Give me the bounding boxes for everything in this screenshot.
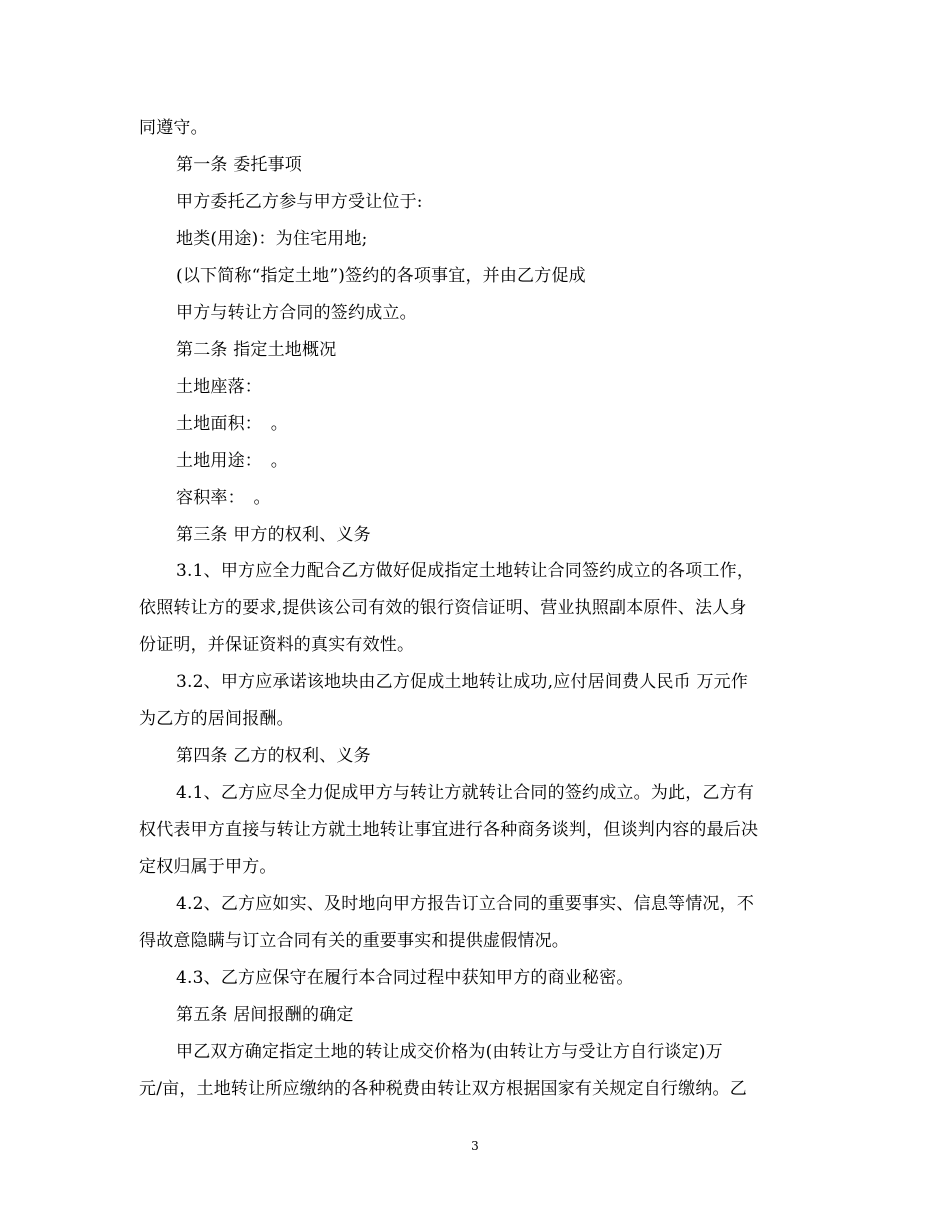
text-line: 为乙方的居间报酬。 [139,709,294,729]
section-heading: 第五条 居间报酬的确定 [176,1005,354,1025]
section-heading: 第二条 指定土地概况 [176,340,337,360]
page-number: 3 [471,1139,479,1153]
text-line: 定权归属于甲方。 [139,857,277,877]
text-line: 土地座落： [176,377,262,397]
text-line: 3.1、甲方应全力配合乙方做好促成指定土地转让合同签约成立的各项工作， [176,561,755,581]
text-line: 土地面积： 。 [176,414,288,434]
section-heading: 第四条 乙方的权利、义务 [176,746,371,766]
section-heading: 第三条 甲方的权利、义务 [176,525,371,545]
text-line: 同遵守。 [139,118,208,138]
text-line: 依照转让方的要求,提供该公司有效的银行资信证明、营业执照副本原件、法人身 [139,598,747,618]
text-line: 地类(用途)：为住宅用地; [176,229,368,249]
text-line: 4.1、乙方应尽全力促成甲方与转让方就转让合同的签约成立。为此，乙方有 [176,783,755,803]
text-line: 甲乙双方确定指定土地的转让成交价格为(由转让方与受让方自行谈定)万 [176,1042,723,1062]
text-line: 得故意隐瞒与订立合同有关的重要事实和提供虚假情况。 [139,931,569,951]
section-heading: 第一条 委托事项 [176,155,303,175]
text-line: 份证明，并保证资料的真实有效性。 [139,635,415,655]
text-line: 4.3、乙方应保守在履行本合同过程中获知甲方的商业秘密。 [176,968,634,988]
text-line: 权代表甲方直接与转让方就土地转让事宜进行各种商务谈判，但谈判内容的最后决 [139,820,759,840]
text-line: 容积率： 。 [176,488,271,508]
text-line: 甲方与转让方合同的签约成立。 [176,303,417,323]
text-line: 元/亩，土地转让所应缴纳的各种税费由转让双方根据国家有关规定自行缴纳。乙 [139,1079,747,1099]
text-line: 3.2、甲方应承诺该地块由乙方促成土地转让成功,应付居间费人民币 万元作 [176,672,749,692]
text-line: 4.2、乙方应如实、及时地向甲方报告订立合同的重要事实、信息等情况，不 [176,894,755,914]
text-line: 土地用途： 。 [176,451,288,471]
text-line: 甲方委托乙方参与甲方受让位于: [176,192,423,212]
text-line: (以下简称“指定土地”)签约的各项事宜，并由乙方促成 [176,266,586,286]
